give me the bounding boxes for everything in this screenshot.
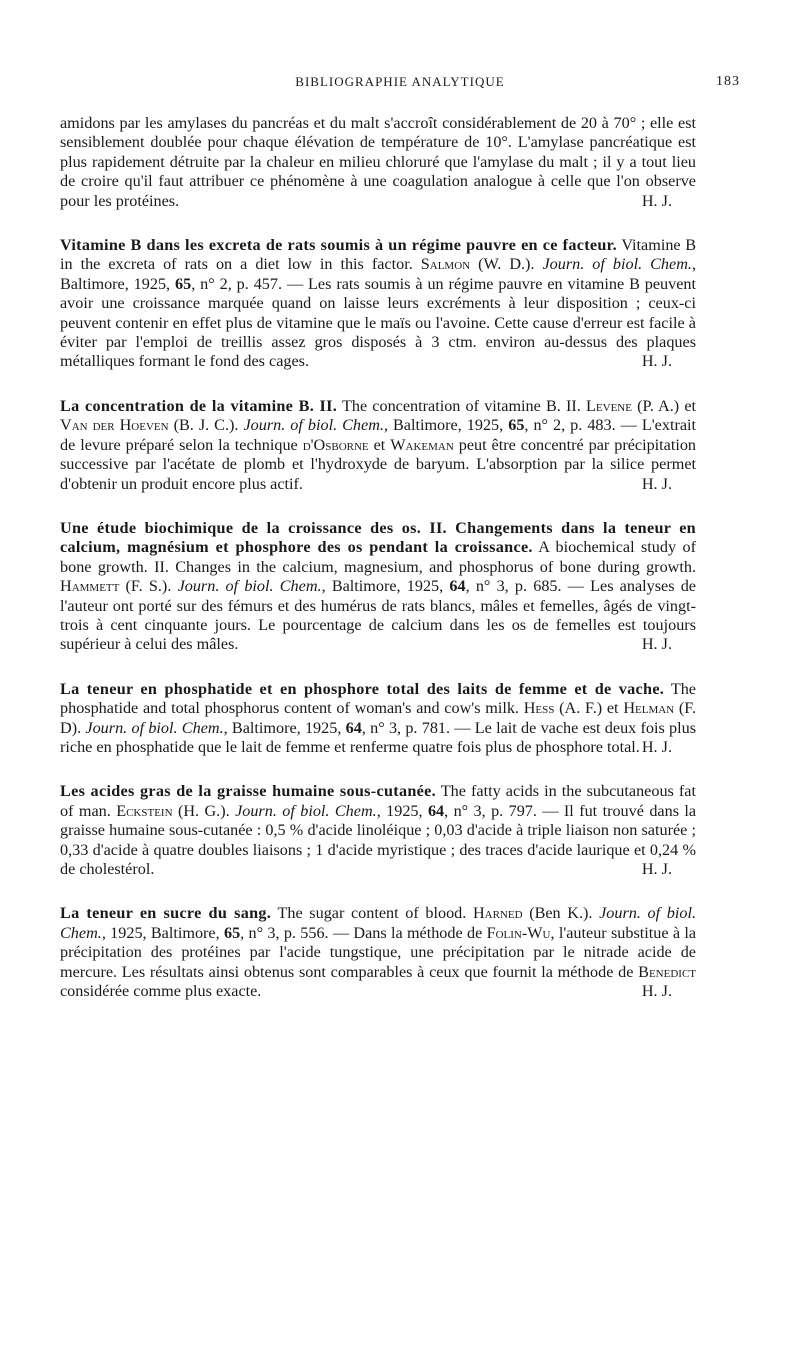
running-title: BIBLIOGRAPHIE ANALYTIQUE	[295, 74, 505, 89]
entry-author-initials: (F. S.).	[125, 577, 172, 596]
entry-signature: H. J.	[641, 191, 672, 210]
entry-translation: The sugar content of blood.	[277, 904, 467, 923]
entry-text: Le lait de vache est deux fois plus riche en phosphatide que le lait de femme et renferme quatre fois plus de phosphore total.	[60, 718, 697, 756]
entry-author-initials: (Ben K.).	[529, 904, 593, 923]
entry-author-initials: (P. A.) et	[637, 396, 697, 415]
entry-signature: H. J.	[641, 352, 672, 371]
entry-vitamine-b-excreta	[60, 236, 696, 372]
entry-place-year: , 1925,	[376, 801, 428, 820]
entry-title: La teneur en phosphatide et en phosphore total des laits de femme et de vache.	[60, 679, 665, 698]
page-body	[60, 114, 696, 1026]
entry-author: Hammett	[60, 577, 120, 596]
entry-text-part-a: L'extrait de levure préparé selon la technique	[60, 416, 697, 454]
entry-volume: 65	[223, 923, 241, 942]
entry-place-year: , Baltimore, 1925,	[383, 416, 509, 435]
entry-translation: A biochemical study of bone growth. II. Changes in the calcium, magnesium, and phosphorus of bone during growth.	[60, 538, 696, 576]
entry-text-part-b: et	[373, 435, 386, 454]
entry-author-2-initials: (B. J. C.).	[173, 416, 239, 435]
entry-journal: Journ. of biol. Chem.	[542, 255, 692, 274]
entry-journal: Journ. of biol. Chem.	[60, 904, 697, 942]
entry-volume: 64	[449, 577, 466, 596]
page-number: 183	[716, 74, 740, 89]
entry-text: Les analyses de l'auteur ont porté sur des fémurs et des humérus de rats blancs, mâles et femelles, âgés de vingt-trois à cent cinquante jours. Le pourcentage de calcium dans les os de femelles est toujours supérieur à celui des mâles.	[60, 577, 696, 654]
entry-author-initials: (W. D.).	[478, 255, 535, 274]
entry-journal: Journ. of biol. Chem.	[243, 416, 384, 435]
running-header	[60, 74, 740, 98]
entry-volume: 64	[427, 801, 445, 820]
entry-text: Il fut trouvé dans la graisse humaine sous-cutanée : 0,5 % d'acide linoléique ; 0,03 d'acide à triple liaison non saturée ; 0,33 d'acide à quatre doubles liaisons ; 1 d'acide myristique ; des traces d'acide laurique et 0,24 % de cholestérol.	[60, 801, 697, 878]
entry-vitamine-b-concentration	[60, 397, 696, 494]
entry-author: Eckstein	[116, 801, 173, 820]
entry-journal: Journ. of biol. Chem.	[85, 718, 224, 737]
entry-author: Levene	[586, 396, 632, 415]
entry-author-initials: (A. F.) et	[559, 699, 619, 718]
entry-issue-page: , n° 2, p. 483. —	[524, 416, 637, 435]
entry-text-part-a: Dans la méthode de	[353, 923, 483, 942]
entry-reference-author-1: Folin-Wu	[486, 923, 551, 942]
entry-title: La teneur en sucre du sang.	[60, 904, 272, 923]
entry-place-year: , Baltimore, 1925,	[60, 255, 696, 293]
entry-text: amidons par les amylases du pancréas et du malt s'accroît considérablement de 20 à 70° ; elle est sensiblement doublée pour chaque élévation de température de 10°. L'amylase pancréatique est plus rapidement détruite par la chaleur en milieu chloruré que l'amylase du malt ; il y a tout lieu de croire qu'il faut attribuer ce phénomène à une coagulation analogue à celle que l'on observe pour les protéines.	[60, 114, 696, 210]
entry-author: Hess	[523, 699, 555, 718]
entry-milk-phosphatide	[60, 680, 696, 758]
entry-author: Harned	[472, 904, 523, 923]
entry-journal: Journ. of biol. Chem.	[235, 801, 377, 820]
entry-volume: 64	[345, 718, 362, 737]
entry-fatty-acids	[60, 782, 696, 879]
entry-signature: H. J.	[641, 982, 672, 1001]
entry-volume: 65	[508, 416, 525, 435]
entry-issue-page: , n° 3, p. 685. —	[465, 577, 584, 596]
entry-translation: The concentration of vitamine B. II.	[341, 396, 581, 415]
entry-blood-sugar	[60, 904, 696, 1001]
entry-reference-author-2: Wakeman	[390, 435, 454, 454]
entry-translation: The phosphatide and total phosphorus content of woman's and cow's milk.	[60, 679, 696, 718]
entry-bone-growth	[60, 519, 696, 655]
entry-author-2: Helman	[623, 699, 675, 718]
entry-text: Les rats soumis à un régime pauvre en vitamine B peuvent avoir une croissance marquée quand on laisse leurs excréments à leur disposition ; ceux-ci peuvent contenir en effet plus de vitamine que le maïs ou l'avoine. Cette cause d'erreur est facile à éviter par l'emploi de treillis assez gros disposés à 3 ctm. environ au-dessus des plaques métalliques formant le fond des cages.	[60, 274, 697, 371]
entry-reference-author-1: d'Osborne	[302, 435, 369, 454]
entry-continuation	[60, 114, 696, 211]
entry-author: Salmon	[420, 255, 471, 274]
entry-signature: H. J.	[641, 860, 672, 878]
entry-title: La concentration de la vitamine B. II.	[60, 396, 338, 415]
entry-volume: 65	[175, 274, 192, 293]
entry-author-initials: (H. G.).	[177, 801, 230, 820]
entry-author-2: Van der Hoeven	[60, 416, 169, 435]
entry-translation: The fatty acids in the subcutaneous fat of man.	[60, 782, 696, 820]
entry-issue-page: , n° 2, p. 457. —	[191, 274, 304, 293]
entry-title: Une étude biochimique de la croissance des os. II. Changements dans la teneur en calcium, magnésium et phosphore des os pendant la croissance.	[60, 518, 696, 557]
entry-place-year: , 1925, Baltimore,	[101, 923, 224, 942]
entry-text-part-c: peut être concentré par précipitation successive par l'acétate de plomb et l'hydroxyde de baryum. L'absorption par la silice permet d'obtenir un produit encore plus actif.	[60, 435, 697, 493]
entry-issue-page: , n° 3, p. 797. —	[444, 801, 559, 820]
entry-title: Vitamine B dans les excreta de rats soumis à un régime pauvre en ce facteur.	[60, 236, 618, 255]
entry-author-2-initials: (F. D).	[60, 699, 697, 737]
entry-issue-page: , n° 3, p. 781. —	[361, 718, 471, 737]
entry-place-year: , Baltimore, 1925,	[223, 718, 346, 737]
entry-reference-author-2: Benedict	[638, 962, 696, 981]
entry-text-part-b: , l'auteur substitue à la précipitation des protéines par l'acide tungstique, une précipitation par le nitrade acide de mercure. Les résultats ainsi obtenus sont comparables à ceux que fournit la méthode de	[60, 923, 697, 981]
entry-title: Les acides gras de la graisse humaine sous-cutanée.	[60, 782, 436, 801]
entry-translation: Vitamine B in the excreta of rats on a diet low in this factor.	[60, 236, 697, 274]
entry-signature: H. J.	[641, 635, 672, 654]
entry-signature: H. J.	[641, 737, 672, 756]
entry-issue-page: , n° 3, p. 556. —	[240, 923, 350, 942]
entry-text-part-c: considérée comme plus exacte.	[60, 982, 262, 1001]
entry-place-year: , Baltimore, 1925,	[321, 577, 450, 596]
entry-journal: Journ. of biol. Chem.	[177, 577, 322, 596]
entry-signature: H. J.	[641, 474, 672, 493]
